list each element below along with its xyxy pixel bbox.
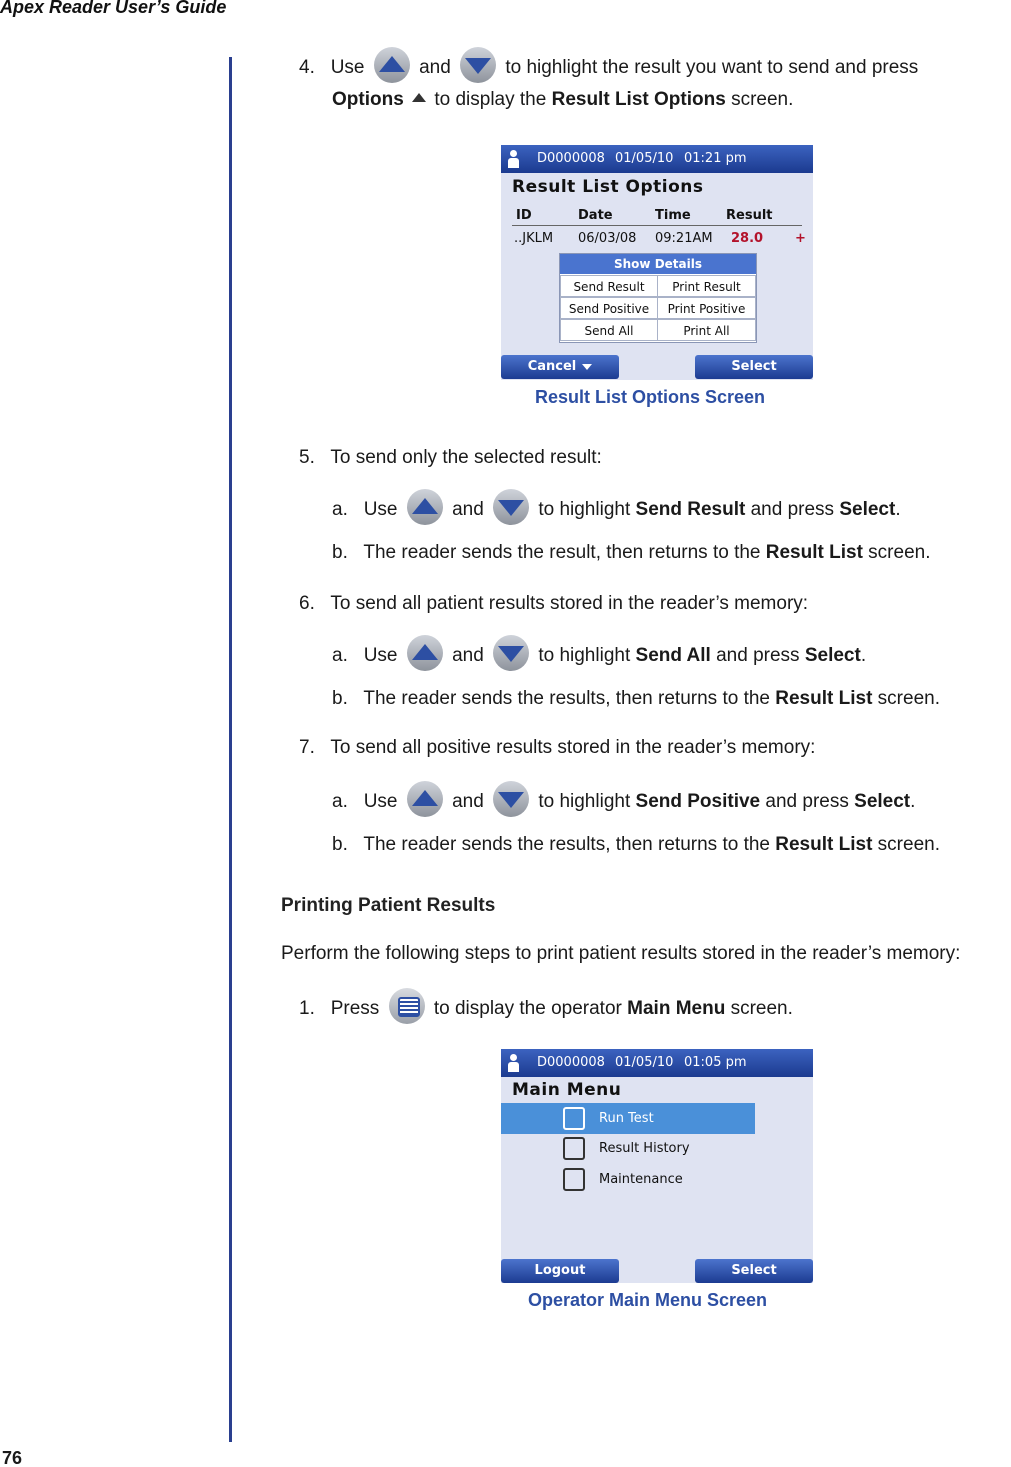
- section-intro: Perform the following steps to print patient results stored in the reader’s memory:: [281, 943, 961, 964]
- step-6b: b. The reader sends the results, then returns to the Result List screen.: [332, 688, 940, 709]
- result-list-options-screen: [501, 145, 813, 380]
- step-5a: a. Use and to highlight Send Result and press Select.: [332, 492, 901, 528]
- send-result-option[interactable]: Send Result: [560, 275, 658, 297]
- screen-title: Result List Options: [512, 177, 704, 197]
- col-time: Time: [655, 208, 691, 223]
- status-time: 01:21 pm: [684, 151, 747, 166]
- menu-item-maintenance[interactable]: Maintenance: [501, 1164, 755, 1195]
- status-bar: [501, 1049, 813, 1077]
- col-id: ID: [516, 208, 532, 223]
- running-header: Apex Reader User’s Guide: [0, 0, 227, 17]
- header-divider: [512, 225, 802, 226]
- send-all-option[interactable]: Send All: [560, 319, 658, 341]
- step-4-line-1: 4. Use and to highlight the result you want to send and press: [299, 50, 918, 86]
- send-positive-option[interactable]: Send Positive: [560, 297, 658, 319]
- main-menu-screen: [501, 1049, 813, 1283]
- step-1: 1. Press to display the operator Main Menu screen.: [299, 991, 793, 1027]
- print-positive-option[interactable]: Print Positive: [657, 297, 756, 319]
- user-icon: [507, 150, 519, 168]
- step-5b: b. The reader sends the result, then returns to the Result List screen.: [332, 542, 931, 563]
- figure-caption-1: Result List Options Screen: [535, 387, 766, 407]
- operator-id: D0000008: [537, 1055, 605, 1070]
- logout-button[interactable]: Logout: [501, 1259, 619, 1283]
- step-5-text: 5. To send only the selected result:: [299, 447, 602, 468]
- step-7-text: 7. To send all positive results stored in the reader’s memory:: [299, 737, 816, 758]
- col-date: Date: [578, 208, 613, 223]
- cancel-button[interactable]: Cancel: [501, 355, 619, 379]
- down-arrow-button-icon: [493, 781, 529, 817]
- figure-caption-2: Operator Main Menu Screen: [528, 1290, 768, 1310]
- select-button[interactable]: Select: [695, 1259, 813, 1283]
- maintenance-icon: [563, 1168, 585, 1191]
- col-result: Result: [726, 208, 773, 223]
- menu-item-run-test[interactable]: Run Test: [501, 1103, 755, 1134]
- up-arrow-button-icon: [407, 635, 443, 671]
- down-arrow-button-icon: [460, 47, 496, 83]
- down-arrow-button-icon: [493, 635, 529, 671]
- section-heading: Printing Patient Results: [281, 895, 496, 916]
- print-all-option[interactable]: Print All: [657, 319, 756, 341]
- status-date: 01/05/10: [615, 151, 674, 166]
- print-result-option[interactable]: Print Result: [657, 275, 756, 297]
- menu-button-icon: [389, 988, 425, 1024]
- margin-rule: [229, 57, 232, 1442]
- up-arrow-button-icon: [407, 781, 443, 817]
- step-7a: a. Use and to highlight Send Positive and press Select.: [332, 784, 915, 820]
- page-number: 76: [2, 1448, 23, 1467]
- up-triangle-icon: [412, 93, 426, 102]
- menu-item-result-history[interactable]: Result History: [501, 1133, 755, 1164]
- run-test-icon: [563, 1107, 585, 1130]
- status-time: 01:05 pm: [684, 1055, 747, 1070]
- result-history-icon: [563, 1137, 585, 1160]
- step-6a: a. Use and to highlight Send All and press Select.: [332, 638, 866, 674]
- show-details-option[interactable]: Show Details: [560, 254, 756, 274]
- row-positive-flag: +: [795, 231, 806, 246]
- status-bar: [501, 145, 813, 173]
- user-icon: [507, 1054, 519, 1072]
- status-date: 01/05/10: [615, 1055, 674, 1070]
- row-date[interactable]: 06/03/08: [578, 231, 637, 246]
- step-4-line-2: Options to display the Result List Options screen.: [332, 89, 794, 110]
- screen-title: Main Menu: [512, 1080, 622, 1100]
- down-arrow-button-icon: [493, 489, 529, 525]
- row-result[interactable]: 28.0: [731, 231, 764, 246]
- chevron-down-icon: [582, 364, 592, 370]
- operator-id: D0000008: [537, 151, 605, 166]
- options-popup: [559, 253, 757, 343]
- row-id[interactable]: ..JKLM: [514, 231, 554, 246]
- up-arrow-button-icon: [407, 489, 443, 525]
- row-time[interactable]: 09:21AM: [655, 231, 713, 246]
- select-button[interactable]: Select: [695, 355, 813, 379]
- step-6-text: 6. To send all patient results stored in the reader’s memory:: [299, 593, 809, 614]
- up-arrow-button-icon: [374, 47, 410, 83]
- step-7b: b. The reader sends the results, then returns to the Result List screen.: [332, 834, 940, 855]
